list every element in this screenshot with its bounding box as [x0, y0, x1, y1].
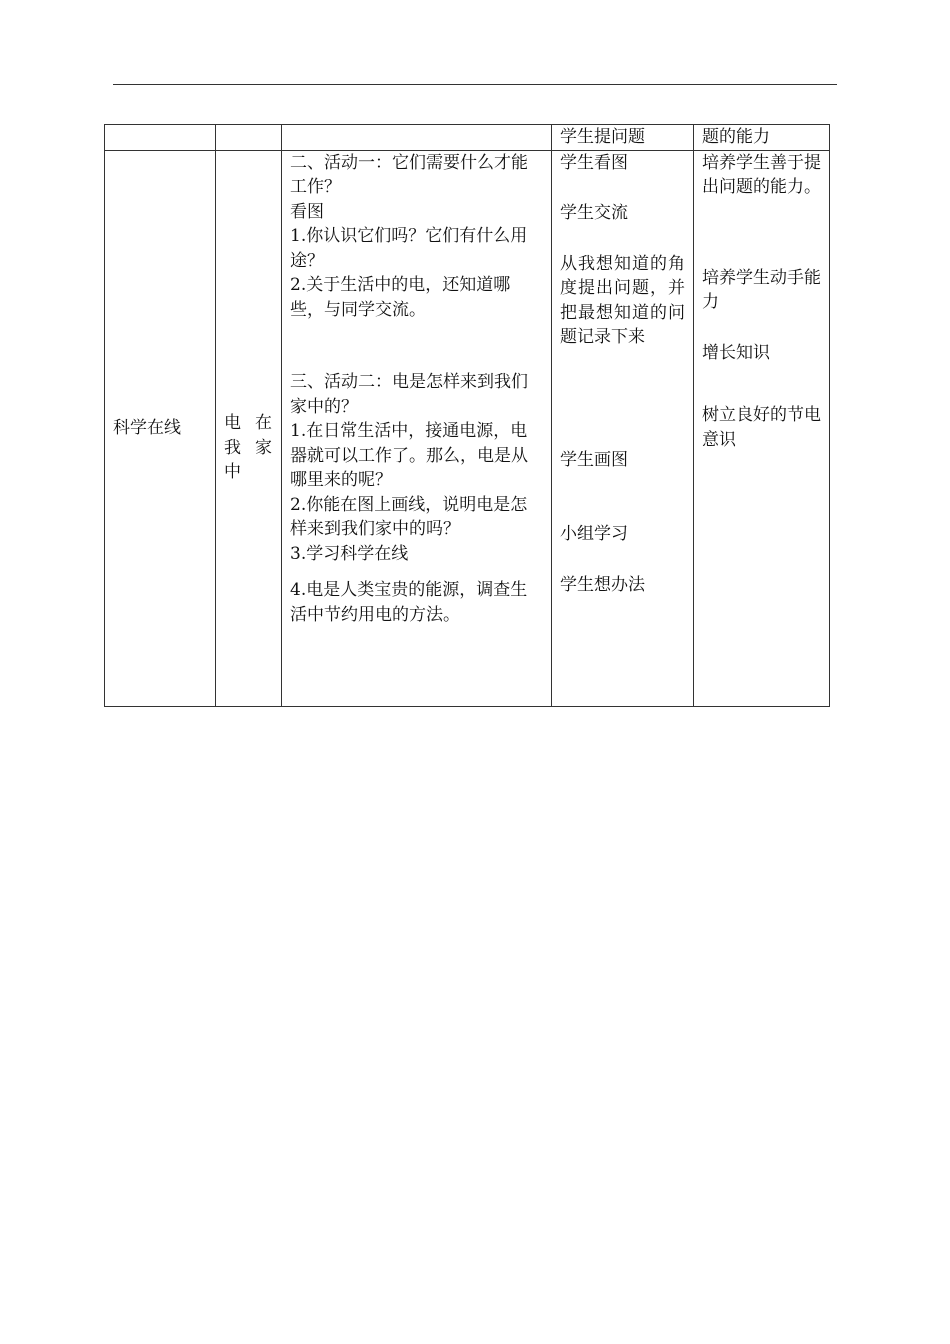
spacer [560, 350, 685, 448]
activity2-q4: 4.电是人类宝贵的能源，调查生活中节约用电的方法。 [290, 580, 528, 625]
activity2-q2: 2.你能在图上画线，说明电是怎样来到我们家中的吗？ [290, 494, 528, 539]
activity1-look: 看图 [290, 201, 324, 222]
student-solve: 学生想办法 [560, 574, 645, 595]
activity2-q1: 1.在日常生活中，接通电源，电器就可以工作了。那么，电是从哪里来的呢？ [290, 421, 528, 490]
topic-text: 电 在 我 家 中 [224, 413, 272, 483]
activity1-q1: 1.你认识它们吗？它们有什么用途？ [290, 226, 528, 271]
student-draw: 学生画图 [560, 449, 628, 470]
student-ask: 从我想知道的角度提出问题，并把最想知道的问题记录下来 [560, 253, 685, 347]
spacer [702, 200, 821, 266]
header-cell-aim: 题的能力 [694, 125, 830, 151]
aim-hands-on: 培养学生动手能力 [702, 267, 821, 312]
aim-knowledge: 增长知识 [702, 342, 770, 363]
header-row [105, 125, 830, 151]
spacer [560, 226, 685, 252]
header-cell-activity [282, 125, 552, 151]
header-cell-section [105, 125, 216, 151]
section-cell: 科学在线 [105, 150, 216, 706]
header-cell-topic [216, 125, 282, 151]
student-group: 小组学习 [560, 524, 628, 544]
header-cell-student: 学生提问题 [552, 125, 694, 151]
activity2-title: 三、活动二：电是怎样来到我们家中的？ [290, 372, 528, 417]
spacer [560, 472, 685, 522]
lesson-plan-table [104, 124, 830, 707]
header-rule [113, 84, 837, 85]
aim-ask: 培养学生善于提出问题的能力。 [702, 152, 821, 197]
aim-save-power: 树立良好的节电意识 [702, 405, 821, 450]
activity1-q2: 2.关于生活中的电，还知道哪些，与同学交流。 [290, 275, 511, 320]
activity-cell [282, 150, 552, 706]
activity1-title: 二、活动一：它们需要什么才能工作？ [290, 152, 528, 197]
spacer [290, 566, 543, 578]
student-look: 学生看图 [560, 152, 628, 173]
activity2-q3: 3.学习科学在线 [290, 543, 409, 564]
spacer [560, 547, 685, 573]
spacer [560, 175, 685, 201]
aim-cell [694, 150, 830, 706]
spacer [290, 322, 543, 370]
student-discuss: 学生交流 [560, 203, 628, 223]
spacer [702, 365, 821, 403]
spacer [702, 315, 821, 341]
content-row [105, 150, 830, 706]
topic-cell [216, 150, 282, 706]
student-cell [552, 150, 694, 706]
